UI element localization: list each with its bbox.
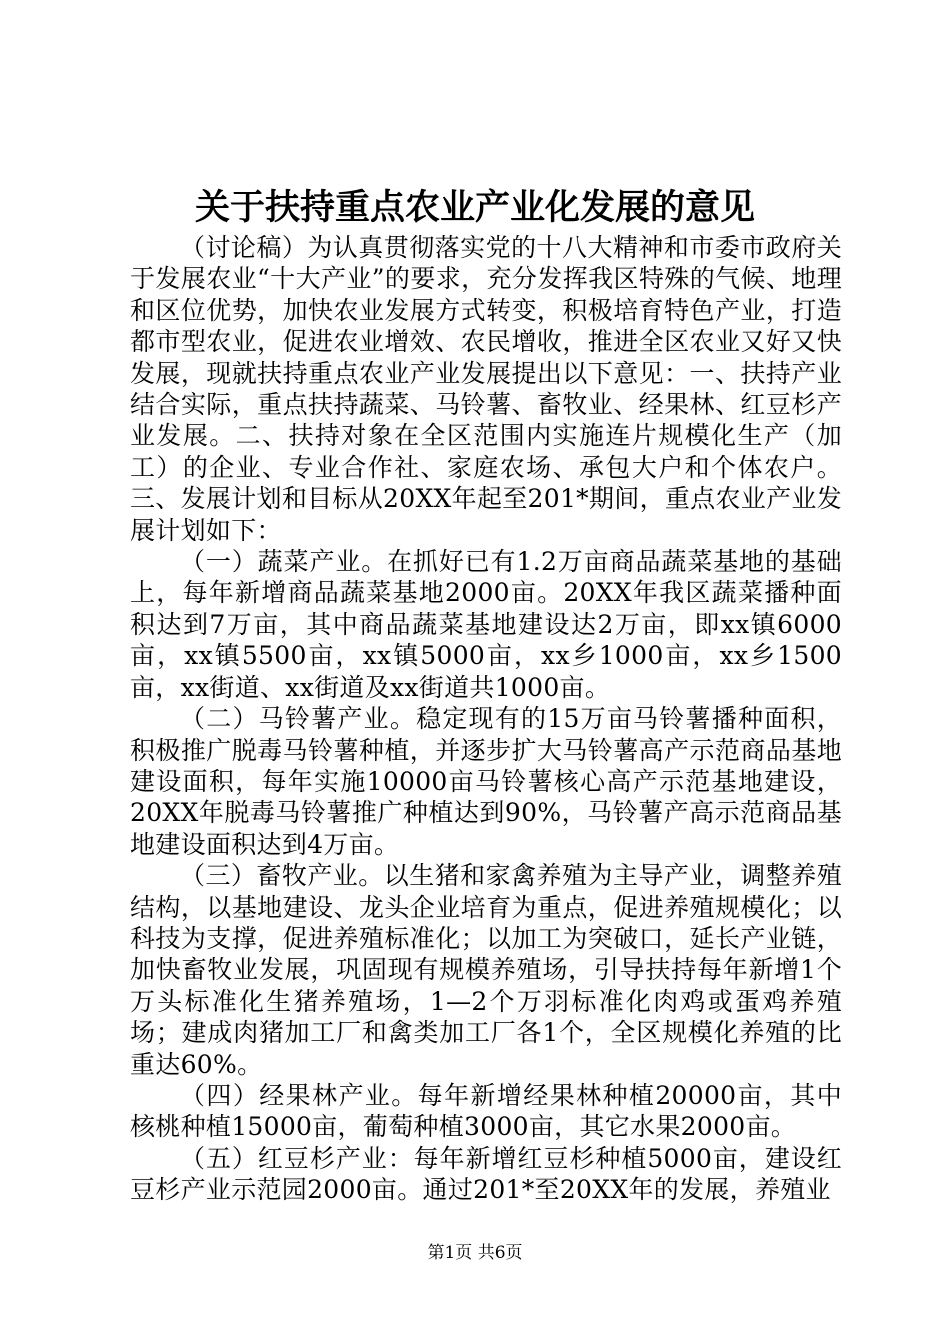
paragraph-intro: （讨论稿）为认真贯彻落实党的十八大精神和市委市政府关于发展农业“十大产业”的要求，充分发挥我区特殊的气候、地理和区位优势，加快农业发展方式转变，积极培育特色产业，打造都市型农业，促进农业增效、农民增收，推进全区农业又好又快发展，现就扶持重点农业产业发展提出以下意见：一、扶持产业结合实际，重点扶持蔬菜、马铃薯、畜牧业、经果林、红豆杉产业发展。二、扶持对象在全区范围内实施连片规模化生产（加工）的企业、专业合作社、家庭农场、承包大户和个体农户。三、发展计划和目标从20XX年起至201*期间，重点农业产业发展计划如下： xyxy=(130,233,842,545)
document-title: 关于扶持重点农业产业化发展的意见 xyxy=(194,187,755,228)
page-footer: 第1页 共6页 xyxy=(427,1243,523,1263)
paragraph-livestock: （三）畜牧产业。以生猪和家禽养殖为主导产业，调整养殖结构，以基地建设、龙头企业培育为重点，促进养殖规模化；以科技为支撑，促进养殖标准化；以加工为突破口，延长产业链，加快畜牧业发展，巩固现有规模养殖场，引导扶持每年新增1个万头标准化生猪养殖场，1—2个万羽标准化肉鸡或蛋鸡养殖场；建成肉猪加工厂和禽类加工厂各1个，全区规模化养殖的比重达60%。 xyxy=(130,861,842,1079)
document-body xyxy=(130,232,842,1206)
paragraph-potato: （二）马铃薯产业。稳定现有的15万亩马铃薯播种面积，积极推广脱毒马铃薯种植，并逐步扩大马铃薯高产示范商品基地建设面积，每年实施10000亩马铃薯核心高产示范基地建设，20XX年脱毒马铃薯推广种植达到90%，马铃薯产高示范商品基地建设面积达到4万亩。 xyxy=(130,704,842,859)
paragraph-yew: （五）红豆杉产业：每年新增红豆杉种植5000亩，建设红豆杉产业示范园2000亩。通过201*至20XX年的发展，养殖业 xyxy=(130,1143,842,1205)
paragraph-fruit-forest: （四）经果林产业。每年新增经果林种植20000亩，其中核桃种植15000亩，葡萄种植3000亩，其它水果2000亩。 xyxy=(130,1080,842,1142)
paragraph-vegetables: （一）蔬菜产业。在抓好已有1.2万亩商品蔬菜基地的基础上，每年新增商品蔬菜基地2000亩。20XX年我区蔬菜播种面积达到7万亩，其中商品蔬菜基地建设达2万亩，即xx镇6000亩，xx镇5500亩，xx镇5000亩，xx乡1000亩，xx乡1500亩，xx街道、xx街道及xx街道共1000亩。 xyxy=(130,547,842,702)
